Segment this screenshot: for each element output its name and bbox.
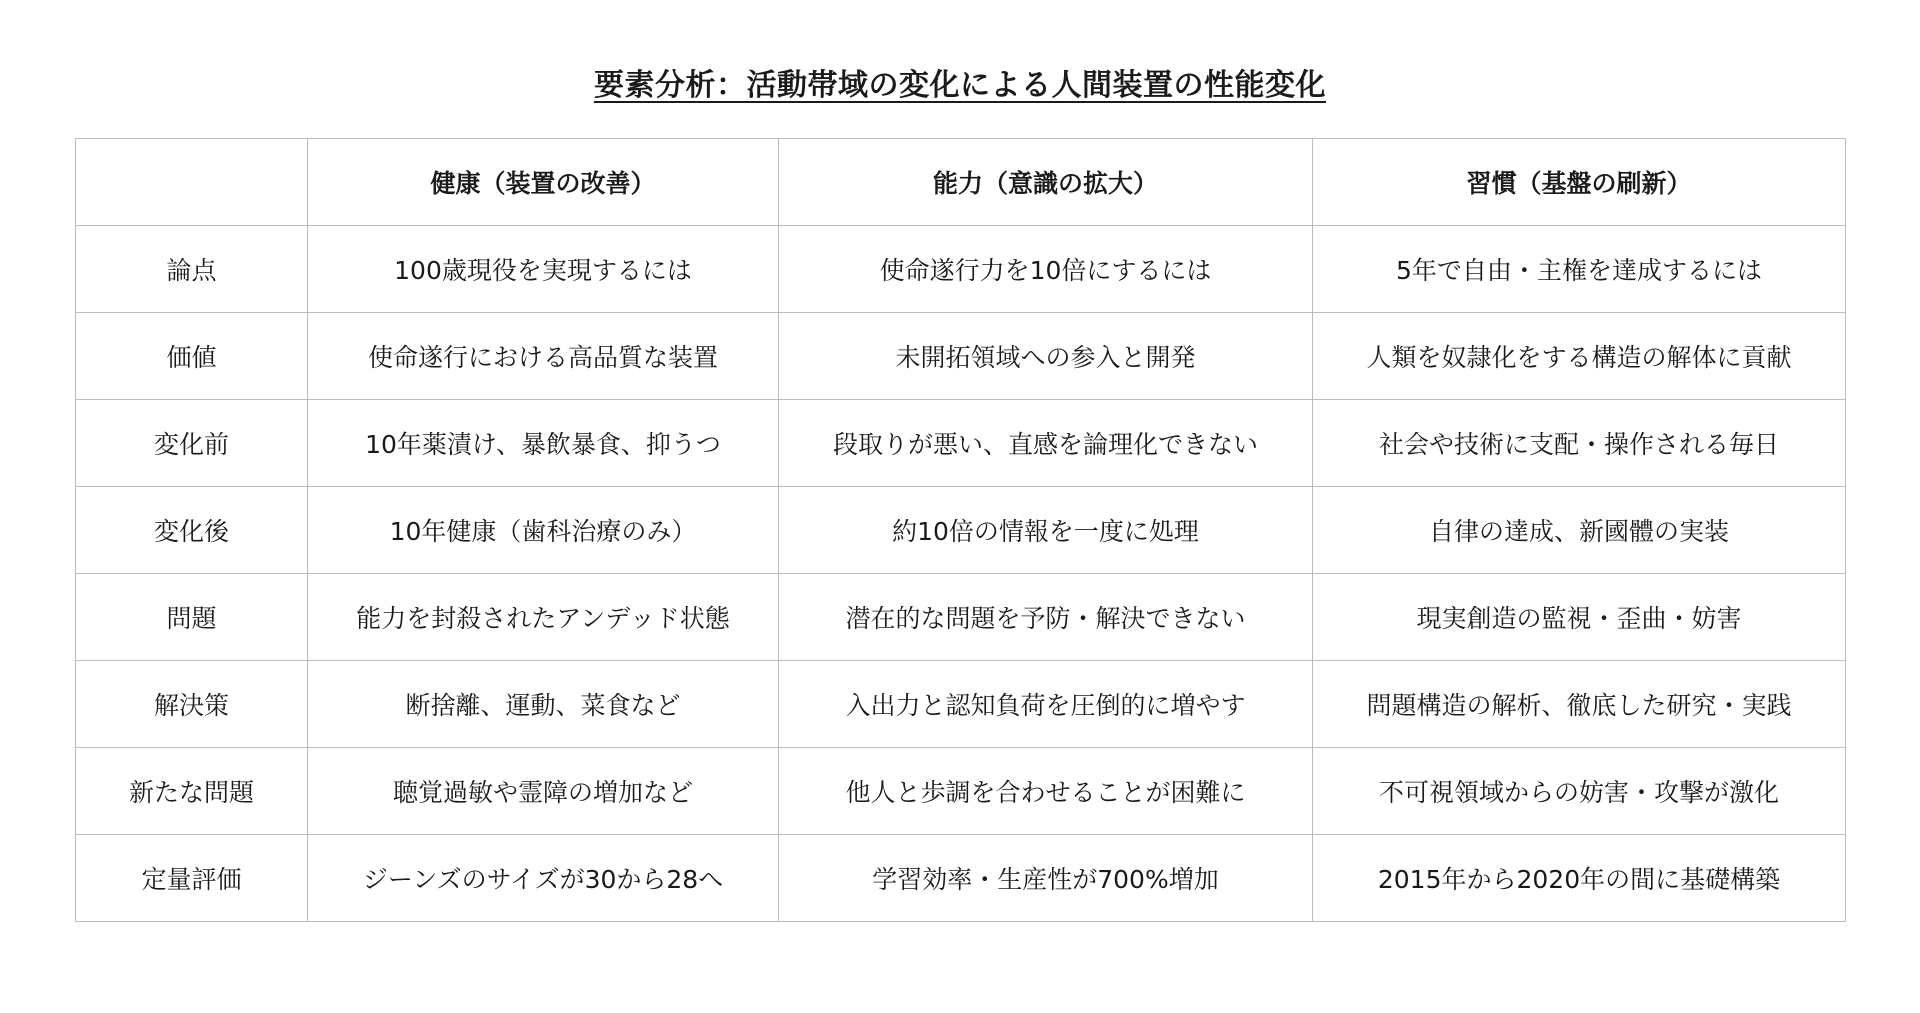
row-label: 定量評価 <box>76 835 308 922</box>
table-cell: 不可視領域からの妨害・攻撃が激化 <box>1313 748 1846 835</box>
table-cell: 2015年から2020年の間に基礎構築 <box>1313 835 1846 922</box>
table-row <box>76 661 1846 748</box>
header-cell-ability: 能力（意識の拡大） <box>779 139 1313 226</box>
row-label: 論点 <box>76 226 308 313</box>
row-label: 問題 <box>76 574 308 661</box>
header-cell-empty <box>76 139 308 226</box>
table-cell: 10年健康（歯科治療のみ） <box>308 487 779 574</box>
table-cell: ジーンズのサイズが30から28へ <box>308 835 779 922</box>
table-cell: 聴覚過敏や霊障の増加など <box>308 748 779 835</box>
page-title: 要素分析：活動帯域の変化による人間装置の性能変化 <box>594 68 1326 103</box>
table-cell: 人類を奴隷化をする構造の解体に貢献 <box>1313 313 1846 400</box>
table-cell: 断捨離、運動、菜食など <box>308 661 779 748</box>
table-cell: 潜在的な問題を予防・解決できない <box>779 574 1313 661</box>
row-label: 変化前 <box>76 400 308 487</box>
row-label: 変化後 <box>76 487 308 574</box>
table-cell: 学習効率・生産性が700%増加 <box>779 835 1313 922</box>
header-cell-health: 健康（装置の改善） <box>308 139 779 226</box>
table-row <box>76 313 1846 400</box>
table-header-row <box>76 139 1846 226</box>
table-cell: 段取りが悪い、直感を論理化できない <box>779 400 1313 487</box>
table-cell: 能力を封殺されたアンデッド状態 <box>308 574 779 661</box>
table-cell: 使命遂行力を10倍にするには <box>779 226 1313 313</box>
table-cell: 問題構造の解析、徹底した研究・実践 <box>1313 661 1846 748</box>
header-cell-habit: 習慣（基盤の刷新） <box>1313 139 1846 226</box>
table-cell: 社会や技術に支配・操作される毎日 <box>1313 400 1846 487</box>
table-cell: 約10倍の情報を一度に処理 <box>779 487 1313 574</box>
row-label: 解決策 <box>76 661 308 748</box>
table-row <box>76 835 1846 922</box>
table-cell: 自律の達成、新國體の実装 <box>1313 487 1846 574</box>
table-row <box>76 748 1846 835</box>
table-cell: 入出力と認知負荷を圧倒的に増やす <box>779 661 1313 748</box>
table-row <box>76 487 1846 574</box>
table-cell: 5年で自由・主権を達成するには <box>1313 226 1846 313</box>
table-cell: 100歳現役を実現するには <box>308 226 779 313</box>
table-cell: 未開拓領域への参入と開発 <box>779 313 1313 400</box>
table-row <box>76 400 1846 487</box>
table-row <box>76 574 1846 661</box>
table-cell: 10年薬漬け、暴飲暴食、抑うつ <box>308 400 779 487</box>
table-row <box>76 226 1846 313</box>
table-cell: 他人と歩調を合わせることが困難に <box>779 748 1313 835</box>
analysis-table <box>75 138 1846 922</box>
table-cell: 現実創造の監視・歪曲・妨害 <box>1313 574 1846 661</box>
row-label: 価値 <box>76 313 308 400</box>
row-label: 新たな問題 <box>76 748 308 835</box>
table-cell: 使命遂行における高品質な装置 <box>308 313 779 400</box>
